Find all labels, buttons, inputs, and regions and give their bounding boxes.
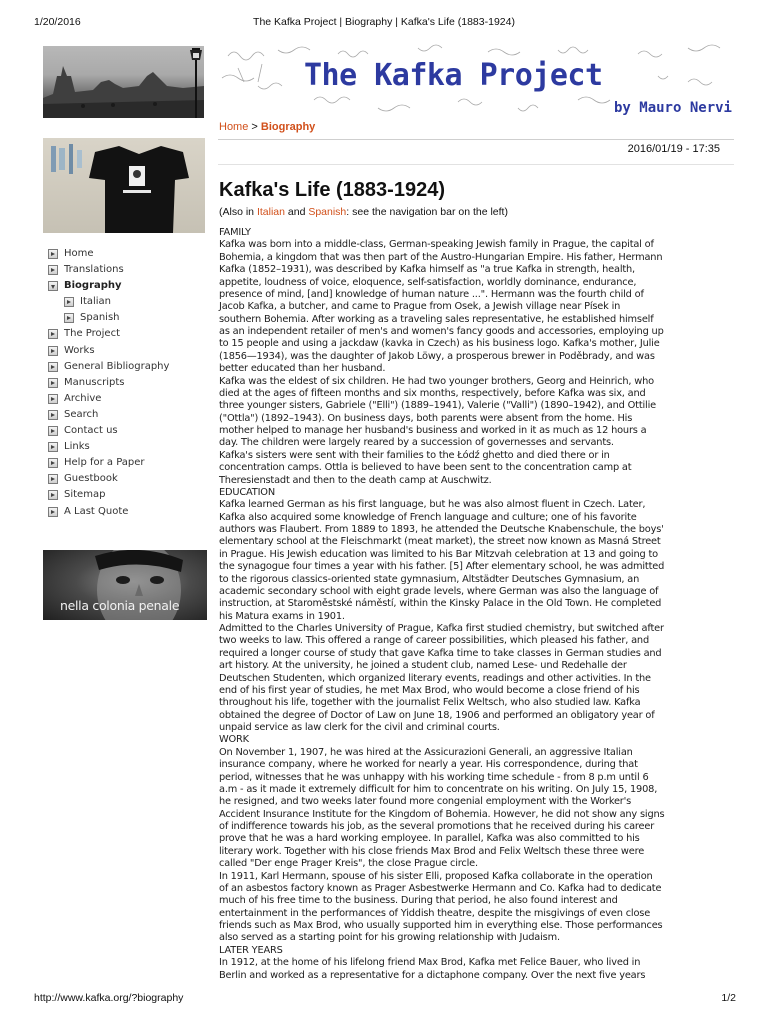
arrow-bullet-icon [48,362,58,372]
sidebar-item-label: Archive [64,392,102,404]
article-line: Admitted to the Charles University of Prague, Kafka first studied chemistry, but switched after [219,623,664,634]
arrow-bullet-icon [48,346,58,356]
sidebar-item-help-for-a-paper[interactable] [48,455,208,471]
arrow-bullet-icon [48,442,58,452]
article-line: prove that he was a hard working employee. In parallel, Kafka was also committed to his [219,833,640,845]
arrow-bullet-icon [48,265,58,275]
expanded-arrow-icon [48,281,58,291]
arrow-bullet-icon [48,378,58,388]
sidebar-subitem-spanish[interactable] [48,310,208,326]
article-line: Kafka was the eldest of six children. He had two younger brothers, Georg and Heinrich, who [219,375,654,387]
arrow-bullet-icon [48,410,58,420]
sidebar-item-the-project[interactable] [48,326,208,342]
article-line: In 1912, at the home of his lifelong friend Max Brod, Kafka met Felice Bauer, who lived in [219,957,641,969]
article-line: Kafka (1852–1931), was described by Kafka himself as "a true Kafka in strength, health, [219,264,635,276]
print-date: 1/20/2016 [34,16,81,28]
article-line: he resigned, and two weeks later found more congenial employment with the Worker's [219,796,632,808]
sidebar-item-label: Works [64,344,95,356]
article-line: also served as a starting point for his growing relationship with Judaism. [219,932,560,944]
article-line: LATER YEARS [219,944,283,956]
sidebar-item-a-last-quote[interactable] [48,504,208,520]
sidebar-item-label: General Bibliography [64,360,170,372]
article-line: Kafka's sisters were sent with their families to the Łódź ghetto and died there or in [219,449,610,461]
sidebar-item-label: Home [64,248,94,259]
article-line: literary work. Together with his close friends Max Brod and Felix Weltsch these three were [219,845,645,857]
article-line: Bohemia, a kingdom that was then part of the Austro-Hungarian Empire. His father, Hermann [219,251,663,263]
article-line: instruction, at Staroměstské náměstí, within the Kinsky Palace in the Old Town. He completed [219,598,662,610]
sidebar-item-label: Help for a Paper [64,457,145,469]
print-page-number: 1/2 [721,992,736,1004]
sidebar-item-sitemap[interactable] [48,487,208,503]
site-logo: The Kafka Project [304,58,603,93]
article-line: of indifference towards his job, as the several promotions that he received during his career [219,821,655,832]
article-line: appetite, loudness of voice, eloquence, self-satisfaction, worldly dominance, endurance, [219,276,637,288]
article-line: (1856—1934), was the daughter of Jakob Löwy, a prosperous brewer in Poděbrady, and was [219,350,655,362]
article-line: day. The children were largely reared by a succession of governesses and servants. [219,437,614,449]
article-line: entertainment in the performances of Yiddish theatre, despite the misgivings of even close [219,907,651,919]
print-header [0,16,768,30]
breadcrumb-home-link[interactable]: Home [219,121,249,133]
arrow-bullet-icon [48,490,58,500]
site-byline: by Mauro Nervi [613,100,732,116]
divider [218,164,734,165]
article-line: period, witnesses that he was unhappy with his working time schedule - from 8 p.m until 6 [219,771,649,783]
sidebar-item-label: Biography [64,280,122,292]
arrow-bullet-icon [48,249,58,259]
article-line: obtained the degree of Doctor of Law on June 18, 1906 and performed an obligatory year of [219,709,655,721]
article-line: On November 1, 1907, he was hired at the Assicurazioni Generali, an aggressive Italian [219,746,633,758]
article-line: FAMILY [219,227,251,238]
arrow-bullet-icon [48,329,58,339]
site-banner[interactable] [218,42,734,118]
sidebar-item-works[interactable] [48,343,208,359]
article-line: to the rigorous classics-oriented state gymnasium, Altstädter Deutsches Gymnasium, an [219,573,640,585]
article-line: elementary school at the Fleischmarkt (meat market), the street now known as Masná Street [219,536,661,548]
article-line: the synagogue four times a year with his father. [5] After elementary school, he was admitted [219,561,665,573]
language-note [219,206,508,218]
breadcrumb-separator: > [248,121,261,133]
sidebar-item-label: Spanish [80,312,120,324]
article-line: Kafka learned German as his first language, but he was also almost fluent in Czech. Later, [219,499,646,511]
spanish-link[interactable]: Spanish [308,206,347,218]
arrow-bullet-icon [48,458,58,468]
article-line: a.m - as it made it extremely difficult for him to concentrate on his writing. On July 15, 1908, [219,783,658,795]
article-line: In 1911, Karl Hermann, spouse of his sister Elli, proposed Kafka collaborate in the operation [219,870,653,882]
sidebar-item-general-bibliography[interactable] [48,359,208,375]
sidebar-nav [48,246,208,520]
sidebar-subitem-italian[interactable] [48,294,208,310]
article-line: Deutschen Studenten, which organized literary events, readings and other activities. In the [219,672,651,684]
street-lamp-graphic [186,46,206,118]
article-line: insurance company, where he worked for nearly a year. His correspondence, during that [219,759,638,771]
kafka-portrait-banner[interactable] [43,550,207,620]
article-line: to 15 people and using a jackdaw (kavka in Czech) as his business logo. Kafka's mother, Julie [219,338,660,350]
article-line: Accident Insurance Institute for the Kingdom of Bohemia. However, he did not show any signs [219,808,665,820]
sidebar-item-guestbook[interactable] [48,471,208,487]
arrow-bullet-icon [48,507,58,517]
article-line: throughout his life, together with the journalist Felix Weltsch, who also studied law. Kafka [219,697,641,709]
article-line: ("Ottla") (1892–1943). On business days, both parents were absent from the home. His [219,412,633,424]
sidebar-item-translations[interactable] [48,262,208,278]
sidebar-item-contact-us[interactable] [48,423,208,439]
article-line: in Prague. His Jewish education was limited to his Bar Mitzvah celebration at 13 and going to [219,548,658,560]
article-line: three younger sisters, Gabriele ("Elli") (1889–1941), Valerie ("Valli") (1890–1942), and Ottilie [219,400,656,412]
arrow-bullet-icon [48,474,58,484]
sidebar-item-label: Sitemap [64,489,106,501]
sidebar-item-manuscripts[interactable] [48,375,208,391]
article-line: Jacob Kafka, a butcher, and came to Prague from Osek, a Jewish village near Písek in [219,301,621,313]
print-footer [0,992,768,1006]
article-line: of an asbestos factory known as Prager Asbestwerke Hermann and Co. Kafka had to dedicate [219,882,662,894]
article-line: end of his first year of studies, he met Max Brod, who would become a close friend of his [219,684,640,696]
breadcrumb-current-link[interactable]: Biography [260,121,316,133]
sidebar-item-label: Guestbook [64,473,118,485]
sidebar-item-label: The Project [64,328,120,340]
language-note-prefix: (Also in [219,206,257,218]
page-datetime: 2016/01/19 - 17:35 [627,143,720,155]
sidebar-item-biography[interactable] [48,278,208,294]
arrow-bullet-icon [48,394,58,404]
article-line: better educated than her husband. [219,363,386,375]
sidebar-item-label: Manuscripts [64,376,125,388]
kafka-tshirt-photo [43,138,205,233]
sidebar-item-label: A Last Quote [64,505,129,517]
arrow-bullet-icon [64,313,74,323]
print-title: The Kafka Project | Biography | Kafka's Life (1883-1924) [253,16,515,28]
article-line: Kafka also acquired some knowledge of French language and culture; one of his favorite [219,511,637,523]
sidebar-item-label: Links [64,441,90,453]
language-note-suffix: : see the navigation bar on the left) [346,206,508,218]
divider [218,139,734,140]
article-line: art history. At the university, he joined a student club, named Lese- und Redehalle der [219,660,627,672]
article-line: died at the ages of fifteen months and six months, respectively, before Kafka was six, and [219,387,646,399]
article-line: presence of mind, [and] knowledge of human nature ...". Hermann was the fourth child of [219,288,644,300]
article-line: academic secondary school with eight grade levels, where German was also the language of [219,585,659,597]
article-line: friends such as Max Brod, who usually supported him in everything else. Those performances [219,920,663,931]
article-line: Kafka was born into a middle-class, German-speaking Jewish family in Prague, the capital of [219,239,654,251]
article-line: southern Bohemia. After working as a traveling sales representative, he established himself [219,313,654,325]
page-title: Kafka's Life (1883-1924) [219,179,445,201]
sidebar-item-label: Search [64,408,99,420]
article-line: Theresienstadt and then to the death camp at Auschwitz. [219,474,492,486]
breadcrumb [219,121,315,133]
article-line: called "Der enge Prager Kreis", the close Prague circle. [219,858,478,870]
article-line: as an independent retailer of men's and women's fancy goods and accessories, employing up [219,326,664,337]
article-line: concentration camps. Ottla is believed to have been sent to the concentration camp at [219,462,632,474]
article-line: EDUCATION [219,486,275,498]
article-line: two weeks to law. This offered a range of career possibilities, which pleased his father, and [219,635,650,647]
article-line: authors was Flaubert. From 1889 to 1893, he attended the Deutsche Knabenschule, the boys' [219,524,664,535]
italian-link[interactable]: Italian [256,206,285,218]
article-line: required a longer course of study that gave Kafka time to take classes in German studies and [219,647,662,659]
charles-bridge-photo [43,46,204,118]
article-line: much of his free time to the business. During that period, he also found interest and [219,895,618,907]
sidebar-item-links[interactable] [48,439,208,455]
sidebar-item-home[interactable] [48,246,208,262]
sidebar-item-label: Contact us [64,425,118,437]
print-url: http://www.kafka.org/?biography [34,992,184,1004]
article-line: Berlin and worked as a representative for a dictaphone company. Over the next five years [219,969,646,981]
sidebar-item-archive[interactable] [48,391,208,407]
language-note-and: and [284,206,309,218]
arrow-bullet-icon [64,297,74,307]
article-line: unpaid service as law clerk for the civil and criminal courts. [219,722,500,733]
article-line: his Matura exams in 1901. [219,610,345,622]
article-line: mother helped to manage her husband's business and worked in it as much as 12 hours a [219,425,647,436]
arrow-bullet-icon [48,426,58,436]
article-line: WORK [219,734,249,746]
article-body [219,227,739,982]
banner-caption: nella colonia penale [60,598,180,613]
sidebar-item-label: Italian [80,296,112,308]
sidebar-item-label: Translations [64,264,124,276]
sidebar-item-search[interactable] [48,407,208,423]
